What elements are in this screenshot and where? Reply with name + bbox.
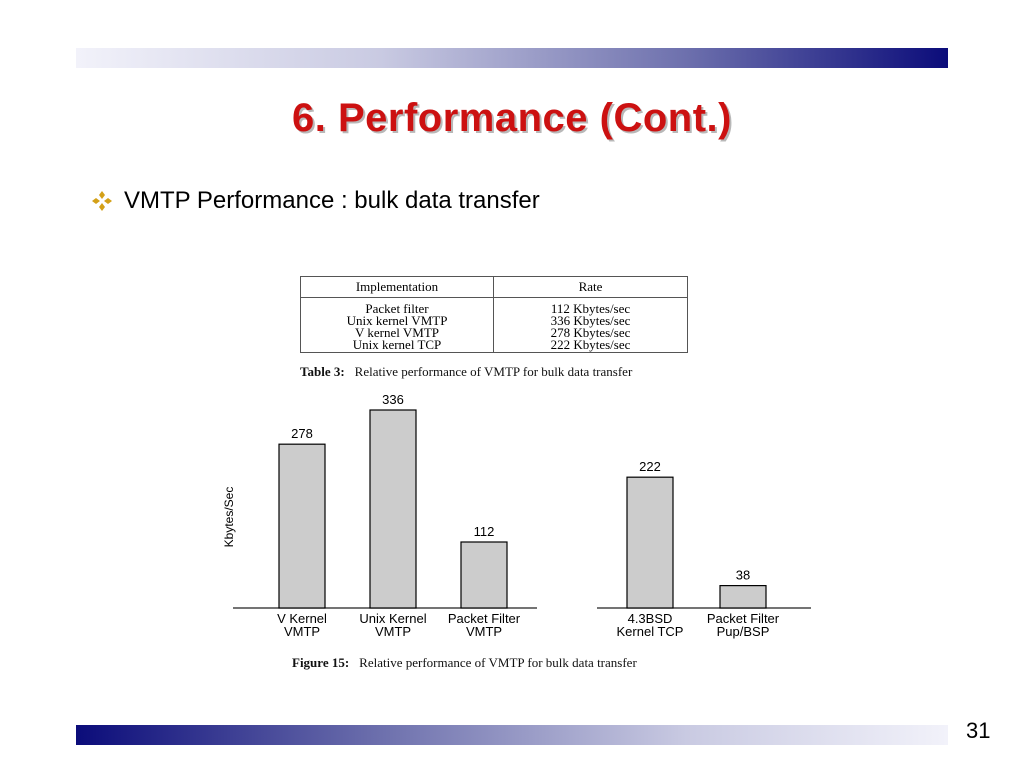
table-caption-text: Relative performance of VMTP for bulk data transfer (354, 364, 633, 379)
bar-value-label: 336 (382, 392, 404, 407)
bar-category-label: VMTP (374, 624, 412, 639)
table-caption-label: Table 3: (300, 364, 345, 379)
bar-value-label: 38 (735, 567, 751, 583)
bar-category-label: 4.3BSD (627, 611, 673, 626)
chart-bar (370, 410, 416, 608)
table-cell: 222 Kbytes/sec (550, 336, 631, 352)
page-number: 31 (966, 718, 991, 743)
y-axis-label: Kbytes/Sec (222, 486, 236, 548)
table-cell: Unix kernel VMTP (346, 312, 448, 328)
bar-value-label: 222 (639, 459, 661, 475)
figure-caption (292, 655, 637, 671)
chart-bar (461, 542, 507, 608)
slide-title: 6. Performance (Cont.) (292, 96, 732, 140)
bar-category-label: Unix Kernel (359, 611, 427, 626)
table-header-rate: Rate (578, 279, 603, 294)
bar-value-label: 112 (473, 524, 495, 539)
bar-category-label: Packet Filter (447, 611, 521, 626)
chart-bar (720, 586, 766, 608)
chart-bar (627, 477, 673, 608)
figure-caption-text: Relative performance of VMTP for bulk data transfer (359, 655, 637, 670)
bar-category-label: Kernel TCP (616, 624, 684, 639)
chart-bar (279, 444, 325, 608)
table-cell: 278 Kbytes/sec (550, 324, 631, 340)
bar-category-label: Packet Filter (706, 611, 780, 626)
table-cell: 336 Kbytes/sec (550, 312, 631, 328)
bar-category-label: Pup/BSP (716, 624, 770, 639)
table-header-implementation: Implementation (301, 277, 494, 297)
table-cell: V kernel VMTP (354, 324, 440, 340)
bar-category-label: VMTP (283, 624, 321, 639)
bar-value-label: 278 (291, 426, 313, 442)
bullet-text: VMTP Performance : bulk data transfer (124, 187, 540, 214)
bottom-decorative-band (76, 725, 948, 745)
bar-category-label: V Kernel (277, 611, 327, 626)
table-cell: Unix kernel TCP (352, 336, 442, 352)
table-cell: 112 Kbytes/sec (550, 300, 631, 316)
table-cell: Packet filter (365, 300, 429, 316)
figure-caption-label: Figure 15: (292, 655, 350, 670)
bar-category-label: VMTP (465, 624, 503, 639)
